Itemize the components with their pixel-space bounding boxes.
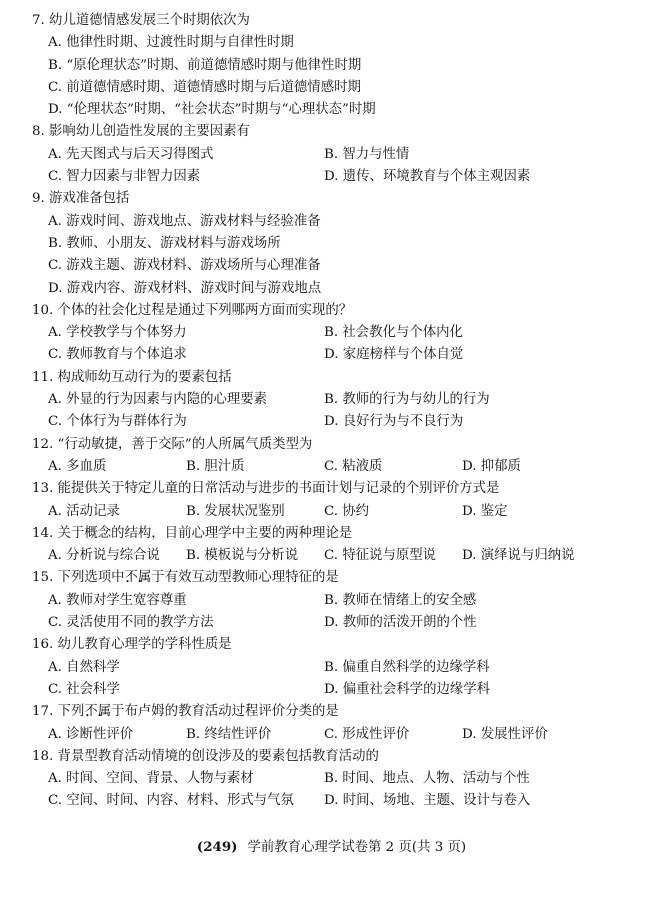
option: A. 学校教学与个体努力	[48, 325, 187, 341]
option-row	[48, 612, 623, 634]
option: B. 偏重自然科学的边缘学科	[324, 659, 490, 675]
option-row	[48, 99, 623, 121]
option: B. “原伦理状态”时期、前道德情感时期与他律性时期	[48, 57, 362, 73]
question	[32, 701, 623, 746]
option: B. 教师的行为与幼儿的行为	[324, 392, 490, 408]
option: D. 家庭榜样与个体自觉	[324, 347, 464, 363]
option: B. 教师在情绪上的安全感	[324, 592, 477, 608]
question	[32, 746, 623, 813]
options	[32, 768, 623, 813]
option: A. 诊断性评价	[48, 726, 134, 742]
question-stem	[32, 701, 623, 723]
option: C. 协约	[324, 503, 370, 519]
option: A. 外显的行为因素与内隐的心理要素	[48, 392, 268, 408]
options	[32, 545, 623, 567]
option: A. 时间、空间、背景、人物与素材	[48, 771, 254, 787]
option: D. 遗传、环境教育与个体主观因素	[324, 169, 531, 185]
page-footer	[0, 836, 663, 859]
question-stem: 10. 个体的社会化过程是通过下列哪两方面而实现的？	[32, 302, 353, 318]
option: C. 游戏主题、游戏材料、游戏场所与心理准备	[48, 258, 321, 274]
option-row	[48, 144, 623, 166]
option: A. 先天图式与后天习得图式	[48, 146, 214, 162]
option-row	[48, 255, 623, 277]
option: D. 时间、场地、主题、设计与卷入	[324, 793, 531, 809]
option: C. 形成性评价	[324, 726, 410, 742]
exam-code: (249)	[196, 839, 238, 855]
question-list	[32, 10, 623, 813]
option: C. 个体行为与群体行为	[48, 414, 187, 430]
option-row	[48, 679, 623, 701]
option: D. “伦理状态”时期、“社会状态”时期与“心理状态”时期	[48, 102, 376, 118]
option: B. 智力与性情	[324, 146, 410, 162]
option-row	[48, 545, 623, 567]
question-stem: 8. 影响幼儿创造性发展的主要因素有	[32, 124, 250, 140]
options	[32, 657, 623, 702]
option-row	[48, 211, 623, 233]
options	[32, 144, 623, 189]
option-row	[48, 501, 623, 523]
option-row	[48, 278, 623, 300]
option: C. 智力因素与非智力因素	[48, 169, 201, 185]
option: C. 社会科学	[48, 681, 120, 697]
options	[32, 456, 623, 478]
option: A. 教师对学生宽容尊重	[48, 592, 187, 608]
option-row	[48, 590, 623, 612]
options	[32, 32, 623, 121]
options	[32, 389, 623, 434]
question-stem: 11. 构成师幼互动行为的要素包括	[32, 369, 232, 385]
option: C. 空间、时间、内容、材料、形式与气氛	[48, 793, 294, 809]
question-stem: 12. “行动敏捷，善于交际”的人所属气质类型为	[32, 436, 313, 452]
option: C. 前道德情感时期、道德情感时期与后道德情感时期	[48, 79, 361, 95]
option: A. 活动记录	[48, 503, 120, 519]
options	[32, 501, 623, 523]
option: D. 抑郁质	[462, 458, 521, 474]
stem-text: 有效互动型教师心理特征的是	[164, 570, 339, 586]
options	[32, 211, 623, 300]
emphasized-negation: 不属于 • •	[84, 701, 124, 723]
options	[32, 590, 623, 635]
footer-text: 学前教育心理学试卷第 2 页(共 3 页)	[247, 840, 467, 855]
option: D. 演绎说与归纳说	[462, 548, 575, 564]
option: C. 特征说与原型说	[324, 548, 437, 564]
option: A. 分析说与综合说	[48, 548, 160, 564]
option-row	[48, 389, 623, 411]
option: B. 教师、小朋友、游戏材料与游戏场所	[48, 235, 281, 251]
option: A. 自然科学	[48, 659, 120, 675]
option: D. 偏重社会科学的边缘学科	[324, 681, 491, 697]
question-stem: 16. 幼儿教育心理学的学科性质是	[32, 637, 232, 653]
option-row	[48, 55, 623, 77]
question	[32, 634, 623, 701]
option: B. 模板说与分析说	[186, 548, 299, 564]
question	[32, 300, 623, 367]
question	[32, 10, 623, 121]
option-row	[48, 166, 623, 188]
options	[32, 724, 623, 746]
question	[32, 367, 623, 434]
question-stem	[32, 567, 623, 589]
option-row	[48, 768, 623, 790]
option-row	[48, 322, 623, 344]
option-row	[48, 344, 623, 366]
option-row	[48, 32, 623, 54]
question-stem: 18. 背景型教育活动情境的创设涉及的要素包括教育活动的	[32, 748, 379, 764]
option: A. 游戏时间、游戏地点、游戏材料与经验准备	[48, 213, 321, 229]
option: C. 灵活使用不同的教学方法	[48, 615, 214, 631]
option: D. 教师的活泼开朗的个性	[324, 615, 477, 631]
option-row	[48, 790, 623, 812]
option-row	[48, 657, 623, 679]
option: A. 他律性时期、过渡性时期与自律性时期	[48, 35, 294, 51]
option: B. 胆汁质	[186, 458, 245, 474]
option-row	[48, 411, 623, 433]
options	[32, 322, 623, 367]
option: D. 鉴定	[462, 503, 508, 519]
option-row	[48, 77, 623, 99]
option-row	[48, 456, 623, 478]
question-stem: 14. 关于概念的结构，目前心理学中主要的两种理论是	[32, 525, 353, 541]
question	[32, 188, 623, 299]
question	[32, 121, 623, 188]
question	[32, 567, 623, 634]
option: B. 时间、地点、人物、活动与个性	[324, 771, 530, 787]
option: C. 教师教育与个体追求	[48, 347, 187, 363]
option: D. 发展性评价	[462, 726, 548, 742]
question-stem: 13. 能提供关于特定儿童的日常活动与进步的书面计划与记录的个别评价方式是	[32, 481, 500, 497]
option-row	[48, 724, 623, 746]
option: A. 多血质	[48, 458, 107, 474]
option: B. 发展状况鉴别	[186, 503, 285, 519]
stem-text: 15. 下列选项中	[32, 570, 125, 586]
question-stem: 7. 幼儿道德情感发展三个时期依次为	[32, 13, 250, 28]
question	[32, 434, 623, 479]
question-stem: 9. 游戏准备包括	[32, 191, 130, 207]
question	[32, 523, 623, 568]
option: B. 终结性评价	[186, 726, 272, 742]
option: C. 粘液质	[324, 458, 383, 474]
option: D. 游戏内容、游戏材料、游戏时间与游戏地点	[48, 280, 322, 296]
stem-text: 17. 下列	[32, 704, 85, 720]
option-row	[48, 233, 623, 255]
stem-text: 布卢姆的教育活动过程评价分类的是	[124, 704, 339, 720]
emphasized-negation: 不属于 • •	[125, 567, 165, 589]
question	[32, 478, 623, 523]
option: B. 社会教化与个体内化	[324, 325, 463, 341]
option: D. 良好行为与不良行为	[324, 414, 464, 430]
